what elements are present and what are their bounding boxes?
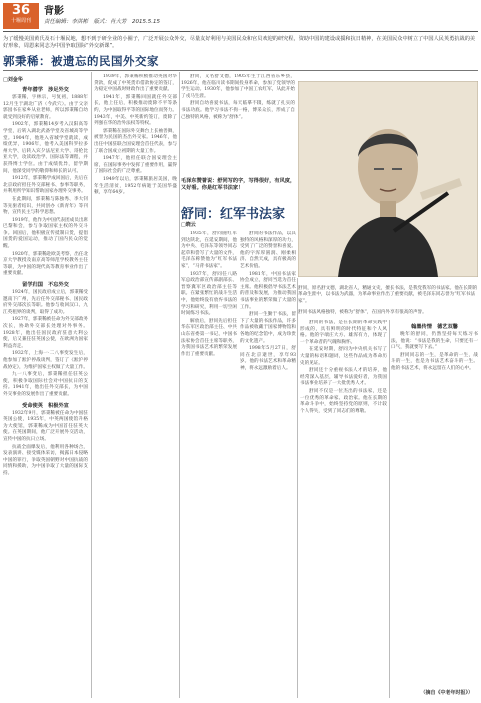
paragraph: 舒同书法风格独特，被称为“舒体”，在国内外享有很高的声誉。 — [298, 309, 427, 315]
paragraph: 郭秉稀，字林宗，号复初，1888年12月生于湖北广济（今武穴）。由于父亲郭园书在家乡从业老师，所以郭秉稀自幼就受到良好的启蒙教育。 — [3, 95, 88, 120]
paragraph: 1949年以后，郭秉稀旅居美国，晚年生活清贫，1952年病逝于美国华盛顿，享年64岁。 — [94, 176, 177, 196]
source-credit: （摘自《中老年时报》） — [420, 690, 473, 696]
column-divider — [91, 72, 92, 698]
paragraph: 1920年，郭秉稀赴欧美考察，出任北京大学教授及南京高等师范学校教务主任等职，为中国的现代高等教育事业作出了重要贡献。 — [3, 251, 88, 277]
paragraph: 晚年的舒同，仍然坚持每天练习书法，他说：“书法是我的生命，只要还有一口气，我就要写下去。” — [391, 332, 478, 351]
paragraph: 在延安时期，舒同为中央机关书写了大量的标语和题词，这些作品成为革命历史的见证。 — [300, 347, 387, 366]
article-column-1 — [3, 74, 88, 694]
paragraph: 1927年，郭秉稀被任命为外交部政务次长，协助外交部长处理对外事务。1928年，他出任国民政府驻意大利公使，后又兼任驻英国公使，在欧洲为国家利益奔走。 — [3, 317, 88, 349]
paragraph: 1937年，舒同任八路军总政治部宣传部副部长、晋察冀军区政治部主任等职。在紧张繁忙的战斗生活中，他始终没有放弃书法的学习和研究，利用一切空闲时间练习书法。 — [181, 271, 237, 317]
paper-name: 十堰周刊 — [10, 18, 31, 24]
sidebar-headline: 舒同：红军书法家 — [181, 207, 286, 222]
pull-quote: 毛泽东赞誉说：舒同写的字，写得很好，有风度，又好看。你是红军书法家！ — [181, 178, 296, 191]
paragraph: 1935年，舒同随红军到达陕北，在延安期间，他为中央、毛泽东等领导同志起草和誊写了大量的文件，毛泽东称赞他为“红军书法家”，“马背书法家”。 — [181, 231, 237, 269]
paragraph: 1912年，郭秉稀学成回国后，先后在北京政府担任外交部秘书、参事等职务，并利用所学知识帮助国家办理外交事务。 — [3, 176, 88, 195]
section-title: 背影 — [44, 6, 64, 17]
sidebar-intro-text — [181, 74, 295, 174]
paragraph: 在此期间，郭秉稀与陈独秀、李大钊等先驱者结识，共同创办《新青年》等刊物，宣传民主与科学思想。 — [3, 196, 88, 216]
paragraph: 1998年5月27日，舒同在北京逝世，享年93岁。他的书法艺术和革命精神，将永远激励着后人。 — [240, 346, 296, 371]
paragraph: 舒同自幼喜爱书法，每天临摹不辍，练就了扎实的书法功底。他学习书法不拘一格，博采众长，形成了自己独特的风格，被称为“舒体”。 — [181, 101, 295, 120]
main-headline: 郭秉稀：被遗忘的民国外交家 — [3, 54, 159, 68]
subheading-4: 翰墨传情 德艺双馨 — [411, 324, 458, 330]
photo-caption — [298, 281, 478, 321]
page-number: 36 — [11, 3, 31, 18]
header-rule — [3, 31, 478, 32]
subheading-1: 青年潜学 涉足外交 — [22, 87, 69, 93]
article-column-4 — [300, 320, 387, 688]
page-number-badge — [3, 3, 39, 29]
column-divider — [179, 72, 180, 698]
paragraph: 舒同的书法作品，以其独特的风格和深厚的功力，受到了广泛的赞誉和喜爱。他的字浑厚圆润、刚柔相济、自然天成，具有极高的艺术价值。 — [240, 231, 296, 269]
intro-text: 为了缓慢美国黄氏及石十堰民地，想不到于研全业的小圈子，广泛开展公众外交，尽量友好利用与美国民众和官员欢迎的研究程，资助中国的建设或援和抗日精神，在美国民众中树立了中国人民英勇抗战的美好形象，周恩来同志为中国争取国际“外交新课”。 — [3, 36, 476, 49]
paragraph: 1932年，上海一·二八事变发生后，他参加了淞沪停战谈判，签订了《淞沪停战协定》，为维护国家主权做了大量工作。 — [3, 351, 88, 370]
paragraph: 郭秉稀在国际外交舞台上长袖善舞，被誉为民国的杰出外交家。1946年，他出任中国驻联合国安理会首任代表，参与了联合国成立初期的大量工作。 — [94, 128, 177, 154]
paragraph: 舒同不仅是一位杰出的书法家，还是一位优秀的革命家、政治家。他在长期的革命斗争中，始终坚持党的原则，不计较个人得失，受到了同志们的尊敬。 — [300, 388, 387, 414]
editor-meta: 责任编辑：李洪彬 版式：肖大芳 2015.5.15 — [44, 19, 160, 25]
article-column-2 — [94, 74, 177, 694]
paragraph: 九一八事变后，郭秉稀担任驻英公使，积极争取国际社会对中国抗日的支持。1941年，他出任外交部长，为中国外交事业的发展作出了重要贡献。 — [3, 372, 88, 397]
author-byline: □刘金华 — [3, 77, 23, 83]
paragraph: 舒同同志的一生，是革命的一生，战斗的一生，也是为书法艺术奋斗的一生。他的书法艺术，将永远留在人们的心中。 — [391, 352, 478, 371]
paragraph: 1919年，他作为中国代表团成员出席巴黎和会，参与争取国家主权的外交斗争。回国后，他积极宣传抵制日货，提倡国货的爱国运动，推动了国内民众的觉醒。 — [3, 217, 88, 250]
headline-rule — [3, 70, 478, 71]
paragraph: 舒同的书法，是在长期的革命实践中形成的，具有鲜明的时代特征和个人风格。他的字端庄大方、雄浑有力，体现了一个革命者的气魄和胸怀。 — [300, 320, 387, 345]
paragraph: 1947年，他担任联合国安理会主席，在国际事务中发挥了重要作用，赢得了国际社会的广泛尊重。 — [94, 156, 177, 175]
column-divider — [389, 320, 390, 698]
subheading-3: 受命使英 积极外宣 — [22, 402, 69, 409]
paragraph: 1924年，国民政府成立后，郭秉稀受邀南下广州，先后任外交部秘书、国民政府外交部次长等职。他参与收回汉口、九江英租界的谈判，取得了成功。 — [3, 290, 88, 315]
paragraph: 解放后，舒同先后担任华东军区政治部主任、中共山东省委第一书记、中国书法家协会首任主席等职务，为我国书法艺术的繁荣发展作出了重要贡献。 — [181, 318, 237, 357]
portrait-photo — [298, 81, 478, 277]
paragraph: 1932年9月，郭秉稀被任命为中国驻英国公使，1935年，中英两国使馆升格为大使馆，郭秉稀成为中国首任驻英大使。在英国期间，他广泛开展外交活动，宣传中国的抗日立场。 — [3, 410, 88, 442]
sidebar-column-b — [240, 231, 296, 686]
paragraph: 1941年，郭秉稀回国就任外交部长，他上任后，积极推动废除不平等条约，为中国取得平等的国际地位而努力。1943年，中美、中英新约签订，废除了列强在华的治外法权等特权。 — [94, 94, 177, 127]
paragraph: 1981年，中国书法家协会成立，舒同当选为首任主席。他积极倡导书法艺术的普及和发展，为推动我国书法事业的繁荣做了大量的工作。 — [240, 271, 296, 310]
subheading-2: 留学归国 不忘外交 — [22, 282, 69, 289]
portrait-illustration — [298, 81, 478, 277]
paragraph: 舒同，又名舒文德，1905年生于江西省东乡县，1926年，他在临川读书期间投身革命，参加了党领导的学生运动。1930年，他参加了中国工农红军，从此开始了戎马生涯。 — [181, 74, 295, 99]
paragraph: 舒同一生勤于书法，留下了大量的书法作品，许多作品被收藏于国家博物馆和各地的纪念馆中，成为珍贵的文化遗产。 — [240, 312, 296, 344]
paragraph: 舒同，原名舒文德，湖北省人，精通文史，擅长书法，是我党我军的书法家。他在长期的革命生涯中，以书法为武器，为革命事业作出了重要贡献，被毛泽东同志誉为“红军书法家”。 — [298, 285, 478, 304]
sidebar-byline: □晓云 — [181, 222, 196, 228]
paragraph: 舒同还十分重视书法人才的培养，他经常深入基层，辅导书法爱好者，为我国书法事业培养了一大批优秀人才。 — [300, 368, 387, 387]
paragraph: 1902年，郭秉稀14岁考入汉阳高等学堂，后转入湖北武备学堂及省城高等学堂。1904年，他进入省城学堂就读，成绩优异，1906年，他考入美国科罗拉多州大学、后转入宾夕法尼亚大学、哥伦比亚大学，攻读政治学、国际法等课程，并获得博士学位。由于成绩优异，留学期间，他深受同学的敬仰和师长的认可。 — [3, 122, 88, 174]
article-column-5 — [391, 320, 478, 688]
sidebar-column-a — [181, 231, 237, 686]
paragraph: 抗战全面爆发后，他利用各种场合，发表演讲、接受媒体采访，揭露日本侵略中国的罪行，争取英国朝野对中国抗战的同情和援助，为中国争取了大量的国际支持。 — [3, 444, 88, 476]
column-divider — [297, 278, 298, 698]
paragraph: 1939年，郭秉稀积极推动英国对华贷款，促成了中英货币借款协定的签订，为稳定中国战时财政作出了重要贡献。 — [94, 74, 177, 93]
